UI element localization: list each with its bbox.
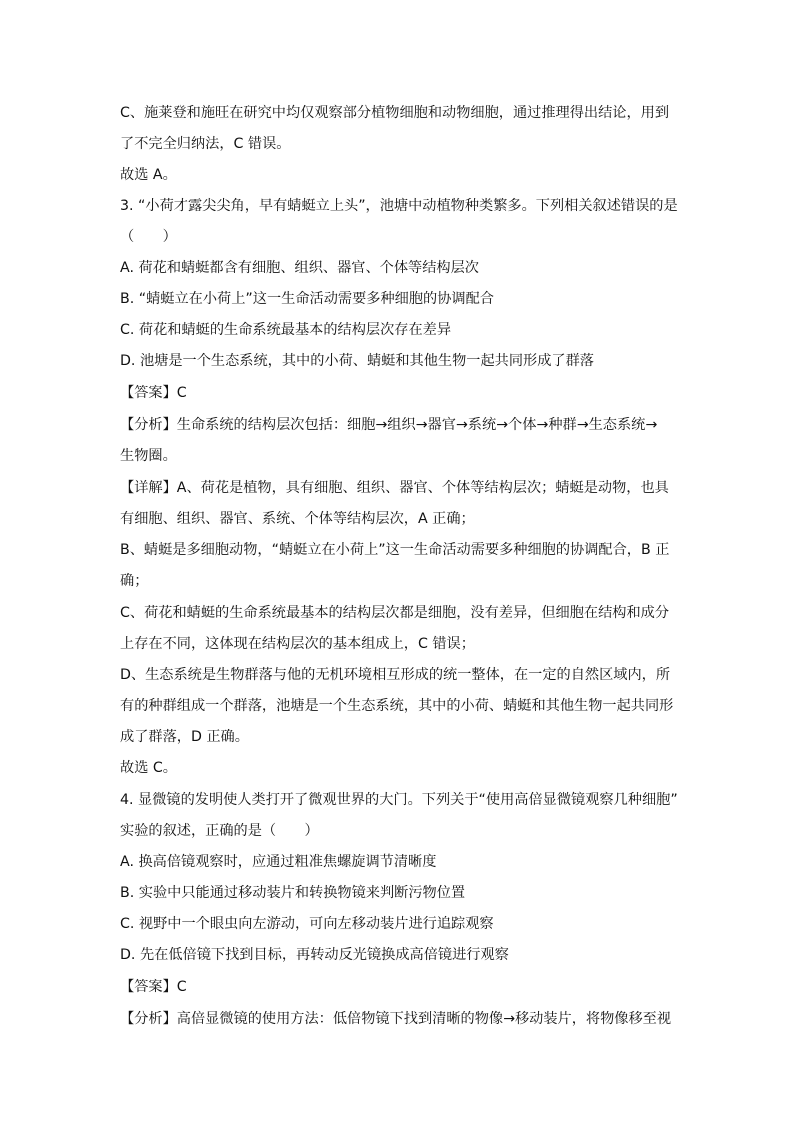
answer-blank: （ ） [120,229,177,245]
text-line: 故选 C。 [120,760,177,776]
option-d: D. 先在低倍镜下找到目标，再转动反光镜换成高倍镜进行观察 [120,947,509,963]
text-line: 有细胞、组织、器官、系统、个体等结构层次，A 正确； [120,511,475,527]
question-4-stem: 4. 显微镜的发明使人类打开了微观世界的大门。下列关于“使用高倍显微镜观察几种细胞” [120,792,678,808]
option-b: B. 实验中只能通过移动装片和转换物镜来判断污物位置 [120,885,466,901]
text-line: 实验的叙述，正确的是（ ） [120,823,319,839]
text-line: C、荷花和蜻蜓的生命系统最基本的结构层次都是细胞，没有差异，但细胞在结构和成分 [120,605,670,621]
text-line: B、蜻蜓是多细胞动物，“蜻蜓立在小荷上”这一生命活动需要多种细胞的协调配合，B 正 [120,542,670,558]
option-b: B. “蜻蜓立在小荷上”这一生命活动需要多种细胞的协调配合 [120,291,494,307]
text-line: C、施莱登和施旺在研究中均仅观察部分植物细胞和动物细胞，通过推理得出结论，用到 [120,105,670,121]
explanation-line: 【详解】A、荷花是植物，具有细胞、组织、器官、个体等结构层次；蜻蜓是动物，也具 [120,480,669,496]
option-c: C. 视野中一个眼虫向左游动，可向左移动装片进行追踪观察 [120,916,494,932]
text-line: D、生态系统是生物群落与他的无机环境相互形成的统一整体，在一定的自然区域内，所 [120,667,671,683]
option-a: A. 换高倍镜观察时，应通过粗准焦螺旋调节清晰度 [120,854,437,870]
text-line: 上存在不同，这体现在结构层次的基本组成上，C 错误； [120,636,475,652]
text-line: 故选 A。 [120,167,177,183]
text-line: 了不完全归纳法，C 错误。 [120,136,291,152]
text-line: 生物圈。 [120,448,177,464]
text-line: 成了群落，D 正确。 [120,729,249,745]
answer-line: 【答案】C [120,979,187,995]
option-c: C. 荷花和蜻蜓的生命系统最基本的结构层次存在差异 [120,322,452,338]
question-3-stem: 3. “小荷才露尖尖角，早有蜻蜓立上头”，池塘中动植物种类繁多。下列相关叙述错误的是 [120,198,678,214]
analysis-line: 【分析】生命系统的结构层次包括：细胞→组织→器官→系统→个体→种群→生态系统→ [120,417,658,433]
option-d: D. 池塘是一个生态系统，其中的小荷、蜻蜓和其他生物一起共同形成了群落 [120,353,594,369]
text-line: 确； [120,573,149,589]
analysis-line: 【分析】高倍显微镜的使用方法：低倍物镜下找到清晰的物像→移动装片，将物像移至视 [120,1011,672,1027]
answer-line: 【答案】C [120,385,187,401]
option-a: A. 荷花和蜻蜓都含有细胞、组织、器官、个体等结构层次 [120,260,479,276]
text-line: 有的种群组成一个群落，池塘是一个生态系统，其中的小荷、蜻蜓和其他生物一起共同形 [120,698,674,714]
